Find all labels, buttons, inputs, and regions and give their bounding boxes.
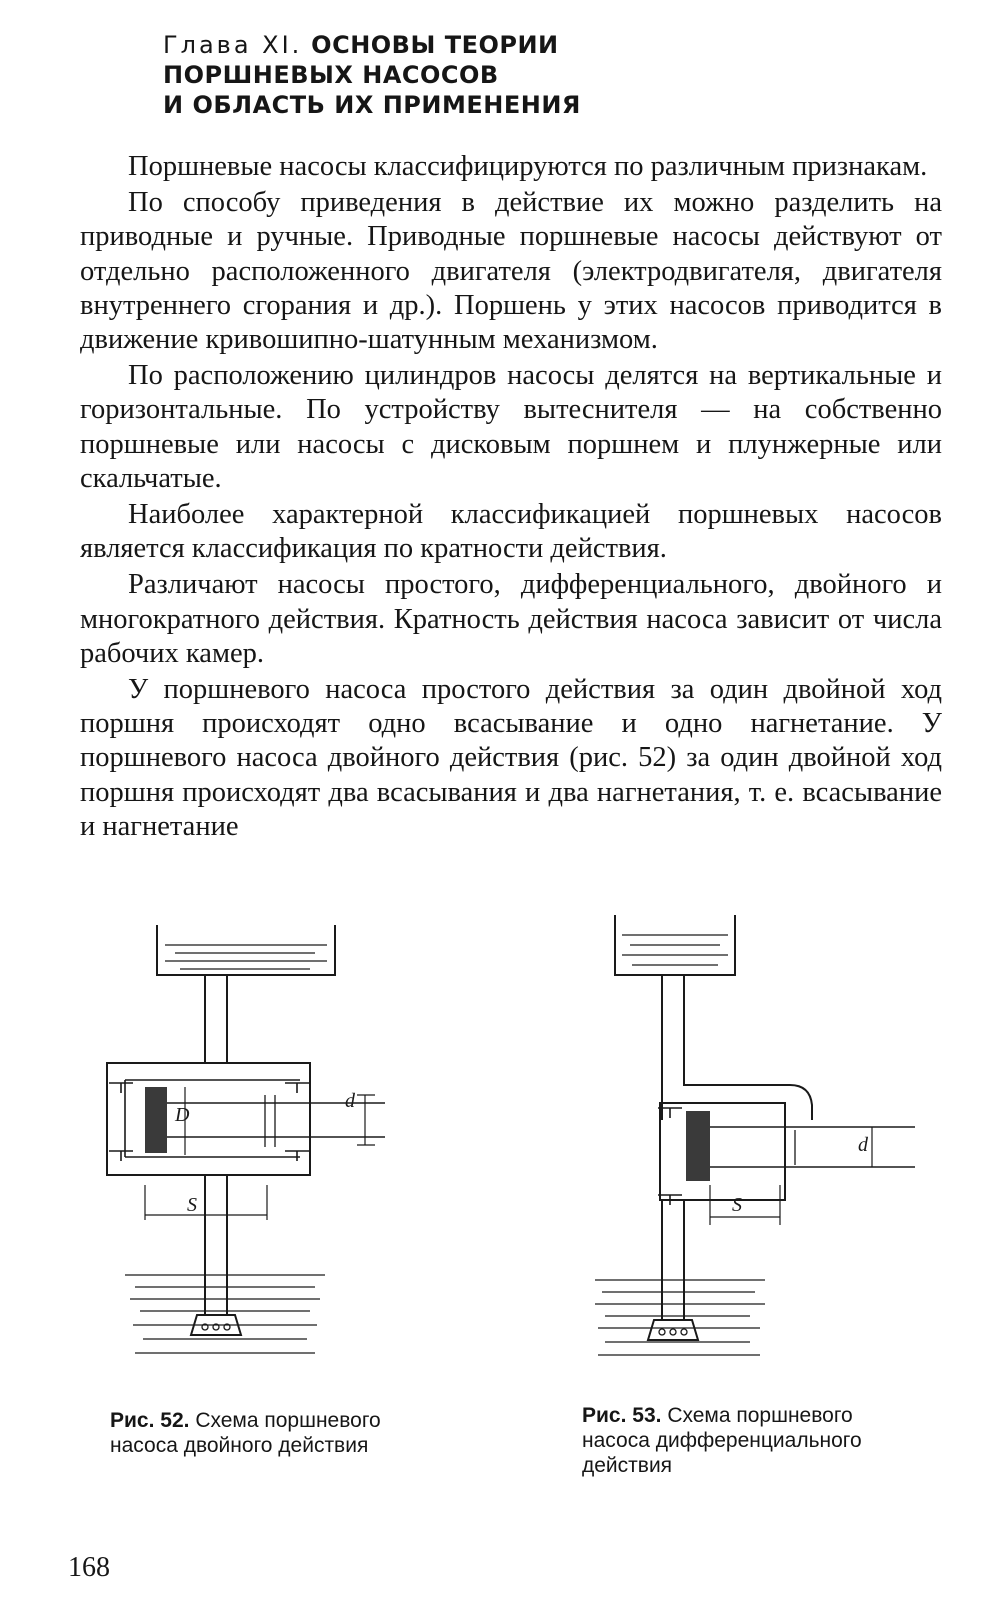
lower-reservoir: [595, 1280, 765, 1355]
valves: [658, 1108, 682, 1205]
chapter-title-line-2: ПОРШНЕВЫХ НАСОСОВ: [163, 61, 499, 89]
chapter-title-line-1: ОСНОВЫ ТЕОРИИ: [311, 31, 559, 59]
paragraph: По способу приведения в действие их можно разделить на приводные и ручные. Приводные поршневые насосы действуют от отдельно расположенного двигателя (электродвигателя, двигателя внутреннего сгорания и др.). Поршень у этих насосов приводится в движение кривошипно-шатунным механизмом.: [80, 187, 942, 356]
discharge-pipe: [662, 975, 812, 1120]
caption-text: Схема поршневого насоса двойного действия: [110, 1409, 381, 1457]
pump-body: [107, 1063, 385, 1175]
suction-pipe: [205, 1175, 227, 1315]
paragraph: По расположению цилиндров насосы делятся на вертикальные и горизонтальные. По устройству вытеснителя — на собственно поршневые или насосы с дисковым поршнем и плунжерные или скальчатые.: [80, 360, 942, 494]
dimension-S: [710, 1185, 780, 1225]
caption-label: Рис. 52.: [110, 1409, 190, 1432]
figure-52-caption: [110, 1408, 440, 1458]
figure-53-caption: [582, 1403, 912, 1478]
upper-tank: [615, 915, 735, 975]
chapter-title-line-3: И ОБЛАСТЬ ИХ ПРИМЕНЕНИЯ: [163, 91, 581, 119]
label-S: S: [732, 1194, 742, 1216]
discharge-pipe: [205, 975, 227, 1063]
label-D: D: [175, 1104, 190, 1126]
label-S: S: [187, 1194, 197, 1216]
figure-53-differential-pump: [590, 905, 930, 1380]
paragraph: У поршневого насоса простого действия за один двойной ход поршня происходят одно всасывание и одно нагнетание. У поршневого насоса двойного действия (рис. 52) за один двойной ход поршня происходят два всасывания и два нагнетания, т. е. всасывание и нагнетание: [80, 674, 942, 842]
paragraph: Различают насосы простого, дифференциального, двойного и многократного действия. Кратность действия насоса зависит от числа рабочих камер.: [80, 569, 942, 669]
caption-label: Рис. 53.: [582, 1404, 662, 1427]
body-text: [80, 150, 942, 846]
paragraph: Поршневые насосы классифицируются по различным признакам.: [128, 151, 928, 182]
page-number: 168: [68, 1552, 110, 1583]
caption-text: Схема поршневого насоса дифференциального действия: [582, 1404, 862, 1477]
paragraph: Наиболее характерной классификацией поршневых насосов является классификация по кратности действия.: [80, 499, 942, 565]
suction-pipe: [662, 1200, 684, 1320]
upper-tank: [157, 925, 335, 975]
pump-body: [660, 1103, 915, 1200]
suction-strainer: [648, 1320, 698, 1340]
chapter-prefix: Глава XI.: [163, 31, 303, 59]
valves: [109, 1083, 309, 1161]
label-d: d: [345, 1090, 355, 1112]
label-d: d: [858, 1134, 868, 1156]
figure-52-double-acting-pump: [95, 915, 405, 1380]
chapter-title: [163, 30, 863, 120]
